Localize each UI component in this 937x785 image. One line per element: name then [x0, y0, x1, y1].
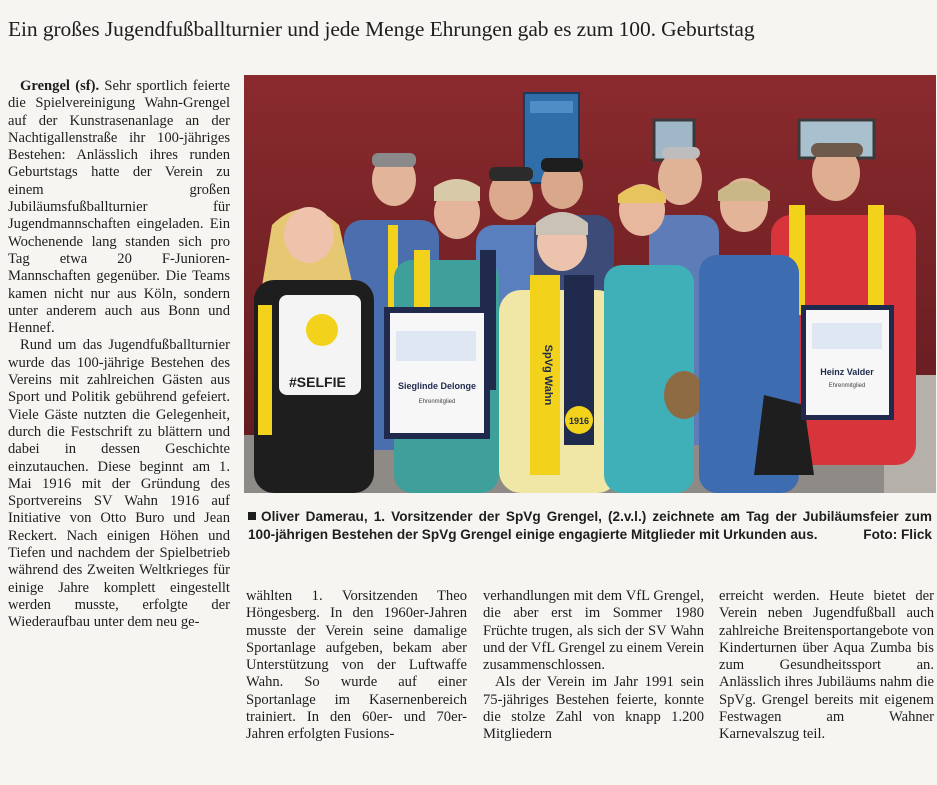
- article-column-4-text: erreicht werden. Heute bietet der Verein neben Jugendfußball auch zahlreiche Breitensportangebote von Kinderturnen über Aqua Zumba bis zum Gesundheitssport an. Anlässlich ihres Jubiläums nahm die SpVg. Grengel bereits mit eigenem Festwagen am Wahner Karnevalszug teil.: [719, 588, 934, 743]
- certificate-right: [801, 305, 894, 420]
- article-photo: [244, 75, 936, 493]
- selfie-shirt-text: #SELFIE: [289, 374, 346, 390]
- caption-text: Oliver Damerau, 1. Vorsitzender der SpVg Grengel, (2.v.l.) zeichnete am Tag der Jubiläumsfeier zum 100-jährigen Bestehen der SpVg Grengel einige engagierte Mitglieder mit Urkunden aus.: [248, 509, 932, 542]
- certificate-right-name: Heinz Valder: [820, 367, 874, 377]
- scarf-text: SpVg Wahn: [542, 344, 554, 406]
- certificate-left-sub: Ehrenmitglied: [418, 399, 456, 405]
- group-photo-illustration: [244, 75, 936, 493]
- article-paragraph-1: [8, 78, 230, 337]
- scarf-year: 1916: [568, 416, 590, 426]
- article-column-3-paragraph-2: Als der Verein im Jahr 1991 sein 75-jähriges Bestehen feierte, konnte die stolze Zahl von knapp 1.200 Mitgliedern: [483, 674, 704, 743]
- article-column-1: [8, 78, 230, 632]
- caption-bullet-icon: [248, 512, 256, 520]
- article-column-2-text: wählten 1. Vorsitzenden Theo Höngesberg. In den 1960er-Jahren musste der Verein seine damalige Sportanlage aufgeben, bekam aber Unterstützung von der Luftwaffe Wahn. So wurde auf einer Sportanlage im Kasernenbereich trainiert. In den 60er- und 70er-Jahren erfolgten Fusions-: [246, 588, 467, 743]
- photo-credit: Foto: Flick: [863, 527, 932, 542]
- headline-deck: Ein großes Jugendfußballturnier und jede Menge Ehrungen gab es zum 100. Geburtstag: [8, 17, 755, 41]
- article-column-4: [719, 588, 934, 744]
- article-paragraph-2: Rund um das Jugendfußballturnier wurde das 100-jährige Bestehen des Vereins mit zahlreichen Gästen aus Sport und Politik gebührend gefeiert. Viele Gäste nutzten die Gelegenheit, durch die Festschrift zu blättern und dabei in dessen Geschichte einzutauchen. Diese beginnt am 1. Mai 1916 mit der Gründung des Sportvereins SV Wahn 1916 auf Initiative von Otto Buro und Jean Reckert. Nach einigen Höhen und Tiefen und nachdem der Spielbetrieb während des Zweiten Weltkrieges für einige Jahre komplett eingestellt werden musste, erfolgte der Wiederaufbau unter dem neu ge-: [8, 337, 230, 631]
- article-column-3-paragraph-1: verhandlungen mit dem VfL Grengel, die aber erst im Sommer 1980 Früchte trugen, als sich der SV Wahn und der VfL Grengel zu einem Verein zusammenschlossen.: [483, 588, 704, 674]
- article-column-3: [483, 588, 704, 744]
- article-paragraph-1-text: Sehr sportlich feierte die Spielvereinigung Wahn-Grengel auf der Kunstrasenanlage an der Nachtigallenstraße ihr 100-jähriges Bestehen: Anlässlich ihres runden Geburtstags hatte der Verein zu einem großen Jubiläumsfußballturnier für Jugendmannschaften eingeladen. Ein Wochenende lang standen sich pro Tag etwa 20 F-Junioren-Mannschaften gegenüber. Die Teams kamen nicht nur aus Köln, sondern unter anderem auch aus Bonn und Hennef.: [8, 78, 230, 337]
- certificate-left-name: Sieglinde Delonge: [397, 381, 477, 391]
- dateline: Grengel (sf).: [20, 78, 100, 94]
- article-column-2: [246, 588, 467, 744]
- certificate-right-sub: Ehrenmitglied: [828, 383, 866, 389]
- photo-caption: [248, 508, 932, 544]
- certificate-left: [384, 307, 490, 439]
